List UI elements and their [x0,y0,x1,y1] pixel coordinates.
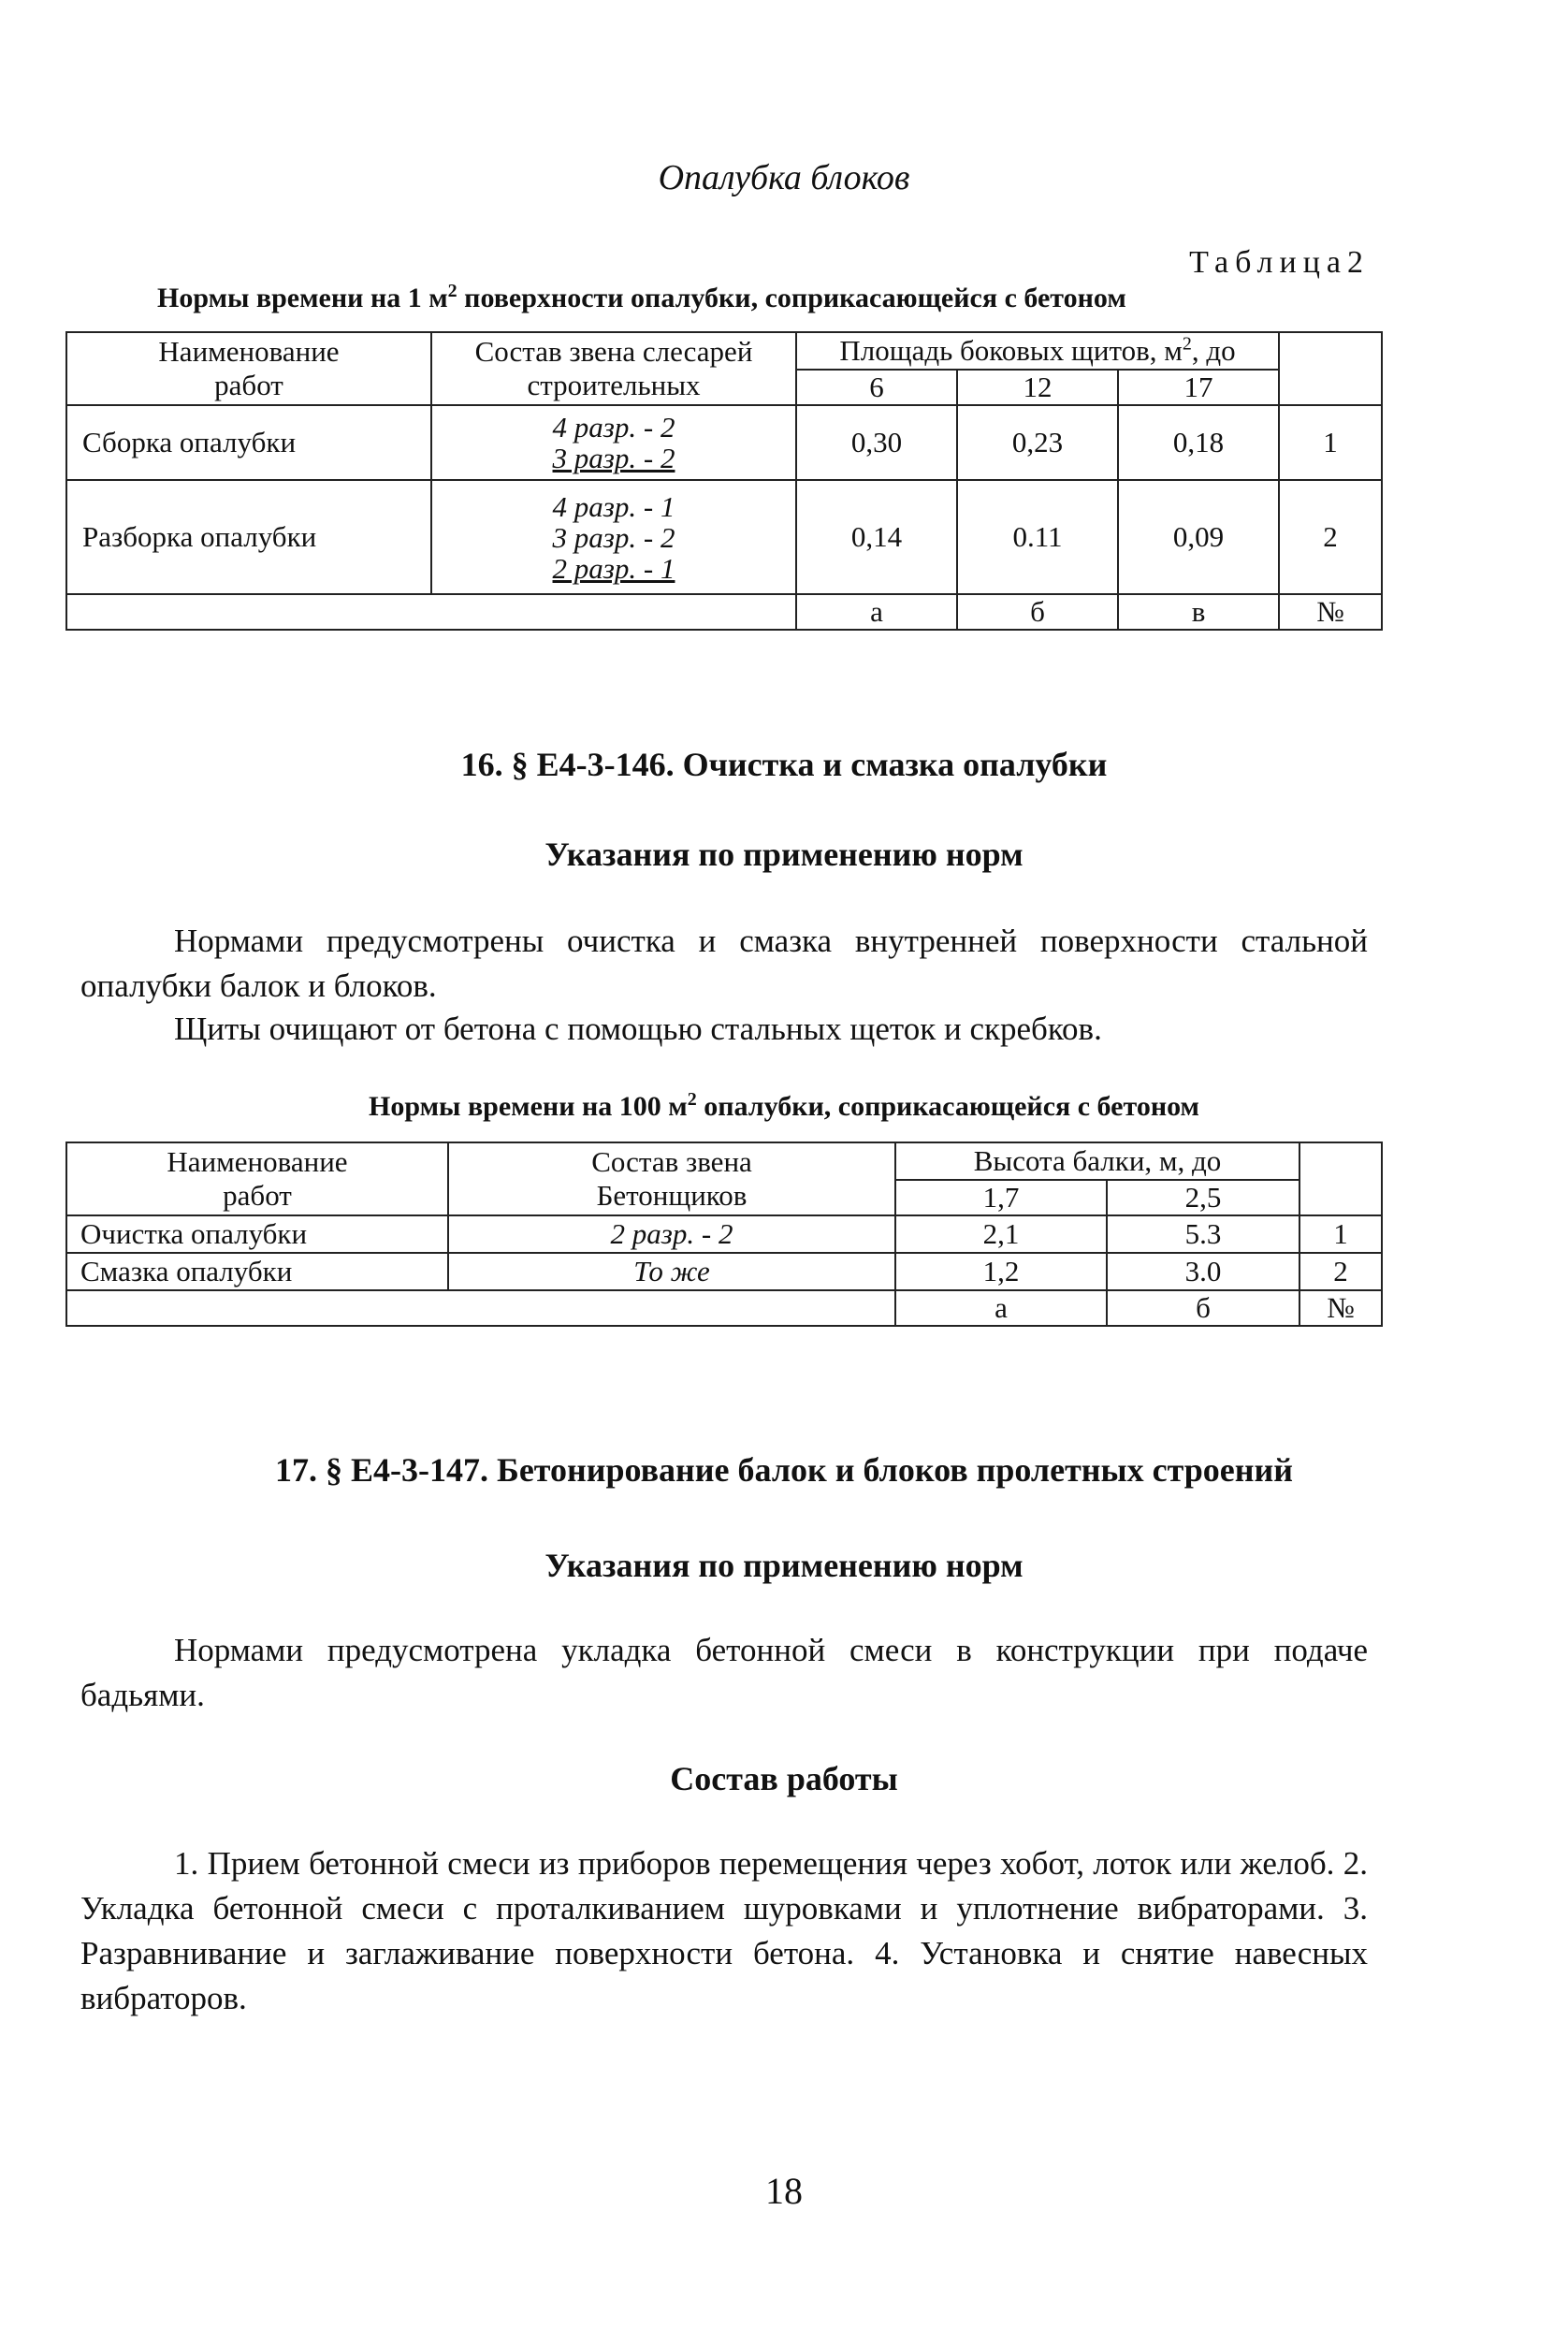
table3-row-num: 1 [1299,1215,1382,1253]
table2-row-name: Сборка опалубки [66,405,431,480]
table2-footer [66,594,1382,630]
page-subtitle: Опалубка блоков [658,158,910,197]
table2-footer-label: в [1118,594,1279,630]
table-row [66,405,1382,480]
table-row [66,480,1382,594]
table3 [65,1142,1383,1327]
section16-paragraph: Щиты очищают от бетона с помощью стальных щеток и скребков. [174,1011,1102,1047]
table2-header-area: Площадь боковых щитов, $м^2$, до [796,332,1279,370]
table2-size: 17 [1118,370,1279,405]
table-label: Таблица2 [1189,245,1370,280]
table2-cell: 0,18 [1118,405,1279,480]
table3-row-num: 2 [1299,1253,1382,1290]
table2-cell: 0,30 [796,405,957,480]
table-row [66,1253,1382,1290]
table2-cell: 0,14 [796,480,957,594]
table2-header-name: Наименование работ [66,332,431,405]
table3-footer-label: № [1299,1290,1382,1326]
section16-paragraph: Нормами предусмотрены очистка и смазка внутренней поверхности стальной опалубки балок и блоков. [80,923,1368,1004]
table3-footer-label: б [1107,1290,1299,1326]
table2-cell: 0.11 [957,480,1118,594]
section17-subheading: Указания по применению норм [544,1547,1024,1584]
table2-header-crew: Состав звена слесарей строительных [431,332,796,405]
table3-footer-empty [66,1290,895,1326]
table2-caption: Нормы времени на 1 $м^2$ поверхности опалубки, соприкасающейся с бетоном [157,281,1126,313]
table2-footer-label: № [1279,594,1382,630]
table2-footer-empty [66,594,796,630]
table2-row-name: Разборка опалубки [66,480,431,594]
table2-header-empty [1279,332,1382,405]
table3-header-crew: Состав звена Бетонщиков [448,1142,895,1215]
section17-work-heading: Состав работы [670,1760,898,1797]
table-row [66,1215,1382,1253]
table2 [65,331,1383,631]
table2-footer-label: а [796,594,957,630]
table3-row-name: Смазка опалубки [66,1253,448,1290]
table3-footer [66,1290,1382,1326]
table2-footer-label: б [957,594,1118,630]
table3-cell: 2,1 [895,1215,1107,1253]
table3-cell: 5.3 [1107,1215,1299,1253]
table3-row-name: Очистка опалубки [66,1215,448,1253]
table2-row-crew: 4 разр. - 2 3 разр. - 2 [431,405,796,480]
table2-row-crew: 4 разр. - 1 3 разр. - 2 2 разр. - 1 [431,480,796,594]
page-number: 18 [765,2170,803,2212]
table2-row-num: 2 [1279,480,1382,594]
table3-header-height: Высота балки, м, до [895,1142,1299,1180]
table2-cell: 0,09 [1118,480,1279,594]
table3-row-crew: 2 разр. - 2 [448,1215,895,1253]
table3-header-name: Наименование работ [66,1142,448,1215]
section17-heading: 17. § Е4-3-147. Бетонирование балок и блоков пролетных строений [275,1451,1293,1489]
table2-size: 12 [957,370,1118,405]
table3-size: 2,5 [1107,1180,1299,1215]
table3-footer-label: а [895,1290,1107,1326]
table3-row-crew: То же [448,1253,895,1290]
section16-subheading: Указания по применению норм [544,836,1024,873]
table3-size: 1,7 [895,1180,1107,1215]
table3-cell: 1,2 [895,1253,1107,1290]
section16-heading: 16. § Е4-3-146. Очистка и смазка опалубки [460,746,1108,783]
table2-size: 6 [796,370,957,405]
table3-cell: 3.0 [1107,1253,1299,1290]
section17-work-text: 1. Прием бетонной смеси из приборов перемещения через хобот, лоток или желоб. 2. Укладка бетонной смеси с проталкиванием шуровками и уплотнение вибраторами. 3. Разравнивание и заглаживание поверхности бетона. 4. Установка и снятие навесных вибраторов. [80,1845,1368,2016]
table3-header-empty [1299,1142,1382,1215]
table2-row-num: 1 [1279,405,1382,480]
table2-cell: 0,23 [957,405,1118,480]
section17-paragraph: Нормами предусмотрена укладка бетонной смеси в конструкции при подаче бадьями. [80,1632,1368,1713]
table3-caption: Нормы времени на 100 $м^2$ опалубки, соприкасающейся с бетоном [369,1089,1199,1122]
